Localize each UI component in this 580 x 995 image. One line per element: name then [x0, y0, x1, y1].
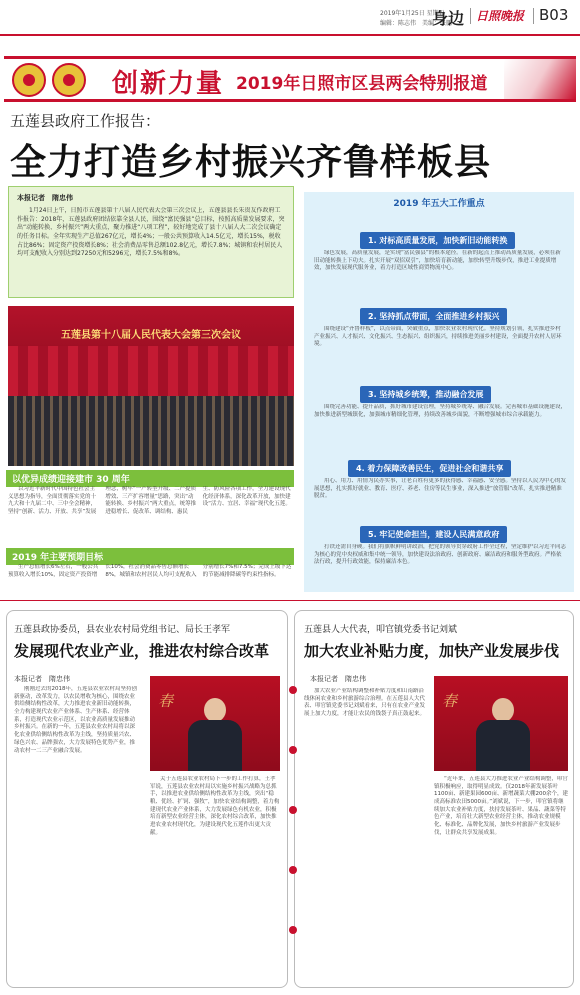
lead-byline: 本报记者 隋忠伟 [17, 194, 73, 202]
section-30-title: 以优异成绩迎接建市 30 周年 [6, 470, 294, 487]
date-line: 2019年1月25日 星期五 [380, 10, 445, 17]
banner-title: 创新力量 [112, 69, 225, 99]
task-3-text: 围绕完善功能、提升品质，抓好城市建设管理，坚持城乡统筹、融合发展。完善城市基础设施建设，加快推进新型城镇化，加强城市精细化管理，持续改善城乡面貌，不断增强城市综合承载能力。 [314, 404, 566, 418]
portrait-photo-left [150, 676, 280, 771]
right-story-kicker: 五莲县人大代表，叩官镇党委书记刘斌 [304, 625, 458, 635]
portrait-photo-right [434, 676, 568, 771]
task-5-text: 打铁还需自身硬。我们将旗帜鲜明讲政治，把党的领导贯穿政府工作全过程，坚定维护以习近平同志为核心的党中央权威和集中统一领导，加快建设法治政府、创新政府、廉洁政府和服务型政府。严格依法行政，提升行政效能，保持廉洁本色。 [314, 544, 566, 566]
center-bullet-column [287, 686, 299, 986]
task-2-label: 2. 坚持抓点带面，全面推进乡村振兴 [360, 308, 507, 325]
section-goals-text: 生产总值增长6%左右，一般公共预算收入增长10%，固定资产投资增长10%，社会消费品零售总额增长8%，城镇和农村居民人均可支配收入分别增长7%和7.5%；完成上级下达的节能减排降碳等约束性指标。 [8, 564, 292, 578]
special-banner [4, 56, 576, 102]
header-divider-2 [533, 8, 534, 24]
backdrop-calligraphy: 春 [158, 692, 174, 710]
editor-line: 编辑：陈志伟 美编：张鹏 [380, 20, 453, 27]
header-divider [470, 8, 471, 24]
left-story-title: 发展现代农业产业，推进农村综合改革 [14, 642, 270, 660]
task-4-text: 用心、用力、用情为民办实事，让老百姓有更多的获得感、幸福感、安全感。坚持以人民为中心的发展思想，扎实抓好就业、教育、医疗、养老、住房等民生事业，深入推进“放管服”改革，扎实推进精准脱贫。 [314, 478, 566, 500]
audience [8, 396, 294, 466]
newspaper-logo: 日照晚报 [476, 9, 525, 23]
task-1-label: 1. 对标高质量发展，加快新旧动能转换 [360, 232, 515, 249]
header-rule [0, 34, 580, 36]
task-5-label: 5. 牢记使命担当，建设人民满意政府 [360, 526, 507, 543]
photo-banner-text: 五莲县第十八届人民代表大会第三次会议 [61, 330, 241, 341]
left-story-kicker: 五莲县政协委员，县农业农村局党组书记、局长王孝军 [14, 625, 231, 635]
task-2-text: 围绕建设“齐鲁样板”，以点带面，突破重点，加快农业农村现代化。坚持规划引领，扎实推进乡村产业振兴、人才振兴、文化振兴、生态振兴、组织振兴，持续推进美丽乡村建设，全面提升农村人居环境。 [314, 326, 562, 348]
task-4-label: 4. 着力保障改善民生，促进社会和谐共享 [348, 460, 511, 477]
left-story-text-2: 关于五莲县农业农村局下一步的工作打算，王孝军说，五莲县农业农村局以实施乡村振兴战略为总抓手，以推进农业供给侧结构性改革为主线，突出“稳粮、优经、扩饲、强牧”，加快农业结构调整，着力构建现代农业产业体系，大力发展绿色有机农业，积极培育新型农业经营主体，深化农村综合改革，加快推进农业农村现代化，为建设现代化五莲作出更大贡献。 [150, 776, 280, 836]
portrait-face-right [492, 698, 514, 722]
left-story-text-1: 刚刚过去的2018年，五莲县农业农村局坚持创新驱动，改革发力，以农民增收为核心，围绕农业供给侧结构性改革，大力推进农业新旧动能转换，全力构建现代农业产业体系、生产体系、经营体系，打造现代农业示范区，以农业高质量发展推动乡村振兴。在新的一年，五莲县农业农村局将以深化农业供给侧结构性改革为主线，坚持质量兴农、绿色兴农、品牌强农，大力发展特色优势产业，推动农村一二三产业融合发展。 [14, 686, 137, 754]
banner-subtitle: 2019年日照市区县两会特别报道 [236, 74, 488, 94]
lead-text: 1月24日上午，日照市五莲县第十八届人民代表大会第三次会议上，五莲县县长朱贵友作政府工作报告：2018年，五莲县政府团结依靠全县人民，围绕“富民强县”总目标，按照高质量发展要求，突出“动能转换、乡村振兴”两大重点，聚力推进“八项工程”，较好地完成了县十八届人大二次会议确定的任务目标。全年实现生产总值267亿元，增长4%；一般公共预算收入14.5亿元，增长15%，税收占比86%；固定资产投资增长8%；社会消费品零售总额102.8亿元，增长7.8%；城镇和农村居民人均可支配收入分别达到27250元和5296元，增长7.5%和8%。 [17, 207, 285, 258]
page-header [0, 0, 580, 40]
right-story-text-2: “近年来，五莲县大力推进农业产业结构调整，叩官镇积极响应，取得明显成效。仅2018年新发展茶叶1100亩、新建果园600亩、新增蔬菜大棚200余个，建成高标准农田5000亩。”刘斌说，下一步，叩官镇将继续加大农业补贴力度，扶持发展茶叶、果品、蔬菜等特色产业，培育壮大新型农业经营主体，推动农业规模化、标准化、品牌化发展，加快乡村旅游产业发展步伐，让群众共享发展成果。 [434, 776, 568, 836]
left-story-byline: 本报记者 隋忠伟 [14, 675, 70, 683]
backdrop-calligraphy-right: 春 [442, 692, 458, 710]
task-1-text: 绿色发展，高质量发展，是实现“富民强县”的根本途径。在新的起点上推动高质量发展，必须在新旧动能转换上下功夫。扎实开展“双招双引”，加快培育新动能，加快转型升级步伐，推进工业提质增效，加快发展现代服务业，着力打造区域性商贸物流中心。 [314, 250, 561, 272]
section-name: 身边 [432, 9, 465, 28]
section-goals-title: 2019 年主要预期目标 [6, 548, 294, 565]
lead-box [8, 186, 294, 298]
task-3-label: 3. 坚持城乡统筹，推动融合发展 [360, 386, 491, 403]
five-tasks-panel [304, 192, 574, 592]
right-story-byline: 本报记者 隋忠伟 [310, 675, 366, 683]
section-divider [0, 600, 580, 601]
stage-flags [8, 346, 294, 396]
emblem-icon [12, 63, 46, 97]
cppcc-emblem-icon [52, 63, 86, 97]
congress-photo [8, 306, 294, 466]
five-tasks-title: 2019 年五大工作重点 [393, 199, 485, 209]
portrait-suit-right [476, 720, 530, 771]
right-story-title: 加大农业补贴力度，加快产业发展步伐 [304, 642, 560, 660]
right-story-text-1: 加大农业产业结构调整和补贴力度和山南路沿线休闲农业和乡村旅游综合治理。在五莲县人大代表、叩官镇党委书记刘斌看来，只有在农业产业发展上加大力度，才能让农民的钱袋子真正鼓起来。 [304, 688, 426, 718]
page-number: B03 [539, 6, 569, 24]
headline-kicker: 五莲县政府工作报告： [10, 112, 161, 130]
portrait-face [204, 698, 226, 722]
banner-ribbon [504, 59, 576, 99]
headline-title: 全力打造乡村振兴齐鲁样板县 [10, 142, 492, 183]
portrait-suit [188, 720, 242, 771]
section-30-text: 以习近平新时代中国特色社会主义思想为指导，全面贯彻落实党的十九大和十九届二中、三中全会精神，坚持“创新、活力、开放、共享”发展理念，树牢“一产转型升级、二产提质增效、三产扩容增量”思路，突出“动能转换、乡村振兴”两大重点，统筹推进稳增长、促改革、调结构、惠民生、防风险各项工作，全力建设现代化经济体系，深化改革开放，加快建设“活力、宜居、幸福”现代化五莲。 [8, 486, 291, 516]
